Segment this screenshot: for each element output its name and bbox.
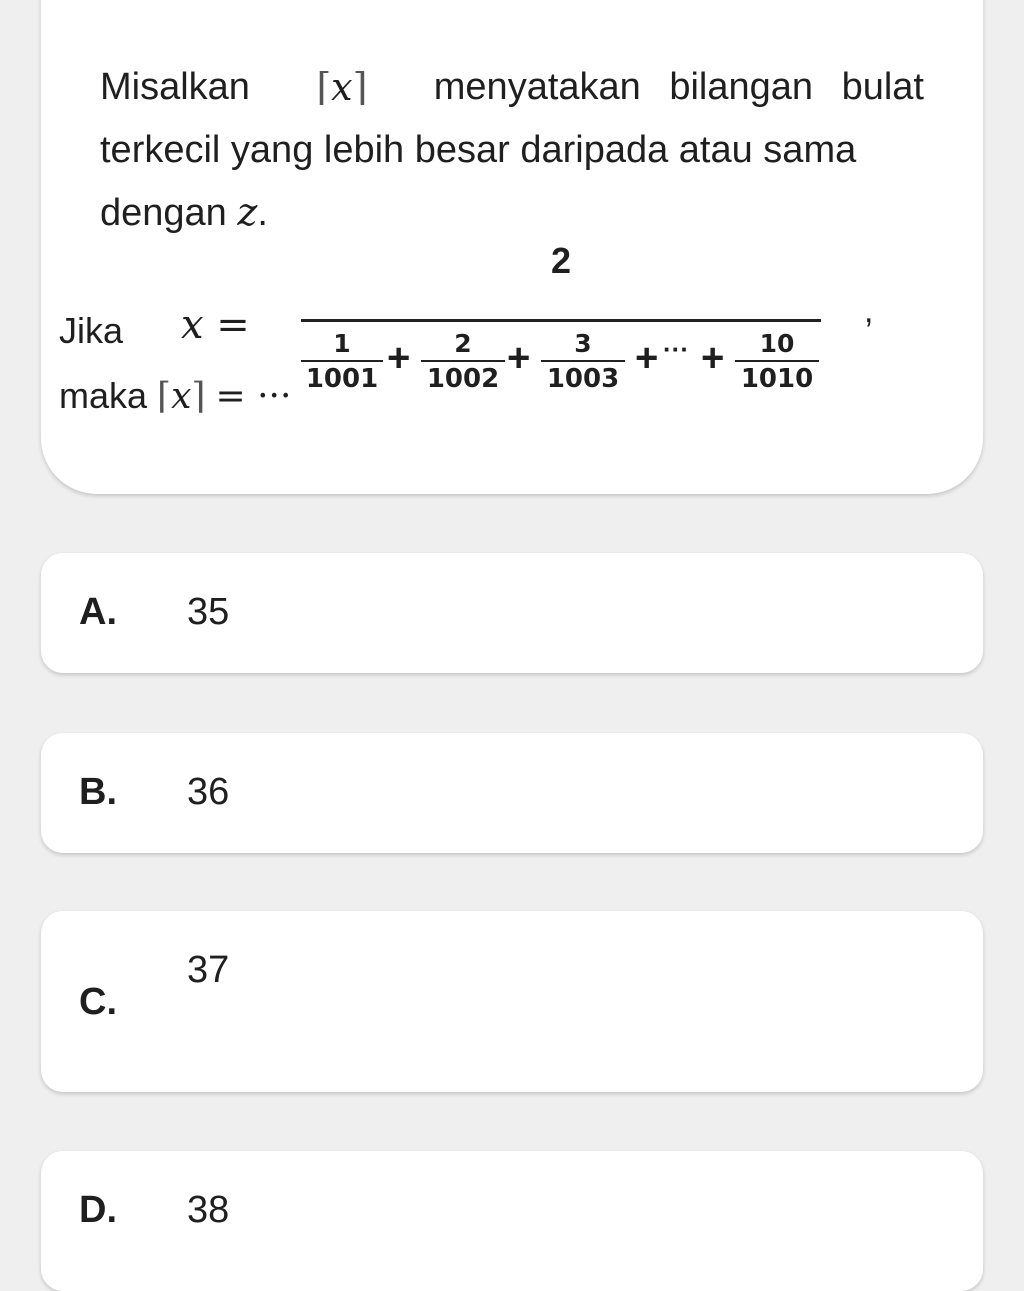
main-fraction (301, 240, 821, 394)
option-value: 35 (187, 591, 230, 633)
plus-sign: + (507, 336, 531, 380)
option-letter: B. (79, 771, 117, 813)
x-equals: x = (181, 302, 250, 348)
ellipsis: ··· (663, 334, 689, 364)
option-d[interactable] (41, 1151, 983, 1291)
line2: terkecil yang lebih besar daripada atau sama (100, 129, 857, 171)
word-misalkan: Misalkan (100, 66, 250, 108)
maka-line: maka ⌈x⌉ = ··· (59, 375, 292, 417)
term-fraction: 10 1010 (735, 330, 819, 394)
option-letter: D. (79, 1189, 117, 1231)
plus-sign: + (701, 336, 725, 380)
plus-sign: + (387, 336, 411, 380)
line1-rest: menyatakan bilangan bulat (433, 66, 924, 108)
option-a[interactable] (41, 553, 983, 673)
ceiling-x: ⌈x⌉ (316, 65, 368, 109)
option-letter: A. (79, 591, 117, 633)
equation-row (59, 240, 919, 394)
main-fraction-bar (301, 319, 821, 322)
comma: , (864, 292, 874, 330)
term-fraction: 1 1001 (301, 330, 383, 394)
option-value: 36 (187, 771, 230, 813)
main-numerator: 2 (550, 240, 572, 281)
option-b[interactable] (41, 733, 983, 853)
var-z: z (237, 190, 258, 234)
word-jika: Jika (59, 310, 124, 351)
option-value: 38 (187, 1189, 230, 1231)
option-value: 37 (187, 949, 230, 991)
term-fraction: 2 1002 (421, 330, 505, 394)
option-c[interactable] (41, 911, 983, 1092)
option-letter: C. (79, 981, 117, 1023)
question-text (100, 56, 924, 244)
term-fraction: 3 1003 (541, 330, 625, 394)
line3: dengan z. (100, 190, 268, 234)
equals-ellipsis: = ··· (215, 376, 292, 417)
plus-sign: + (635, 336, 659, 380)
